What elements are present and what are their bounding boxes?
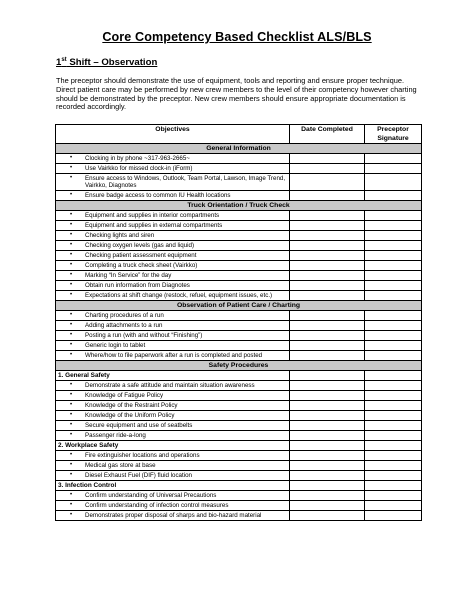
objective-cell	[56, 511, 290, 521]
bullet-icon: •	[70, 165, 73, 171]
table-row	[56, 341, 422, 351]
section-header-row	[56, 144, 422, 154]
objective-text: Medical gas store at base	[85, 461, 156, 469]
objective-text: Ensure access to Windows, Outlook, Team Portal, Lawson, Image Trend, Vairkko, Diagnotes	[85, 174, 286, 190]
competency-table	[55, 124, 422, 521]
objective-cell	[56, 461, 290, 471]
date-completed-cell[interactable]	[290, 211, 365, 221]
date-completed-cell[interactable]	[290, 164, 365, 174]
table-row	[56, 331, 422, 341]
bullet-icon: •	[70, 155, 73, 161]
preceptor-signature-header: Preceptor Signature	[365, 125, 422, 144]
date-completed-cell[interactable]	[290, 481, 365, 491]
objective-text: Where/how to file paperwork after a run is completed and posted	[85, 351, 263, 359]
table-row	[56, 351, 422, 361]
objective-text: Expectations at shift change (restock, refuel, equipment issues, etc.)	[85, 291, 273, 299]
objective-cell	[56, 411, 290, 421]
date-completed-cell[interactable]	[290, 391, 365, 401]
table-row	[56, 461, 422, 471]
date-completed-cell[interactable]	[290, 441, 365, 451]
bullet-icon: •	[70, 382, 73, 389]
preceptor-signature-cell[interactable]	[365, 291, 422, 301]
date-completed-cell[interactable]	[290, 241, 365, 251]
date-completed-cell[interactable]	[290, 174, 365, 191]
subtitle-ordinal: st	[61, 57, 67, 63]
objective-text: Ensure badge access to common IU Health locations	[85, 191, 231, 199]
intro-paragraph: The preceptor should demonstrate the use of equipment, tools and reporting and ensure proper technique. Direct patient care may be performed by new crew members to the level of their competency however charting should be demonstrated by the preceptor. New crew members should ensure appropriate documentation is recorded accordingly.	[56, 76, 417, 112]
date-completed-cell[interactable]	[290, 231, 365, 241]
preceptor-signature-cell[interactable]	[365, 191, 422, 201]
preceptor-signature-cell[interactable]	[365, 251, 422, 261]
table-row	[56, 281, 422, 291]
preceptor-signature-cell[interactable]	[365, 271, 422, 281]
date-completed-cell[interactable]	[290, 471, 365, 481]
preceptor-signature-cell[interactable]	[365, 321, 422, 331]
table-row	[56, 491, 422, 501]
objective-text: Secure equipment and use of seatbelts	[85, 421, 193, 429]
objective-text: Demonstrates proper disposal of sharps and bio-hazard material	[85, 511, 262, 519]
preceptor-signature-cell[interactable]	[365, 491, 422, 501]
preceptor-signature-cell[interactable]	[365, 371, 422, 381]
section-header-row	[56, 301, 422, 311]
objective-text: Use Vairkko for missed clock-in (iForm)	[85, 164, 193, 172]
bullet-icon: •	[70, 452, 73, 459]
bullet-icon: •	[70, 232, 73, 239]
preceptor-signature-cell[interactable]	[365, 331, 422, 341]
objective-cell	[56, 211, 290, 221]
objective-text: Adding attachments to a run	[85, 321, 163, 329]
table-row	[56, 451, 422, 461]
objective-cell	[56, 471, 290, 481]
section-title: Truck Orientation / Truck Check	[56, 201, 422, 211]
objective-cell	[56, 451, 290, 461]
date-completed-cell[interactable]	[290, 154, 365, 164]
bullet-icon: •	[70, 342, 73, 349]
preceptor-signature-cell[interactable]	[365, 431, 422, 441]
preceptor-signature-cell[interactable]	[365, 281, 422, 291]
objective-cell	[56, 164, 290, 174]
date-completed-cell[interactable]	[290, 371, 365, 381]
table-row	[56, 411, 422, 421]
preceptor-signature-cell[interactable]	[365, 154, 422, 164]
bullet-icon: •	[70, 312, 73, 319]
date-completed-cell[interactable]	[290, 431, 365, 441]
preceptor-signature-cell[interactable]	[365, 511, 422, 521]
bullet-icon: •	[70, 472, 73, 479]
objective-text: Checking oxygen levels (gas and liquid)	[85, 241, 195, 249]
subsection-title: 3. Infection Control	[56, 481, 290, 491]
objective-text: Checking patient assessment equipment	[85, 251, 197, 259]
preceptor-signature-cell[interactable]	[365, 311, 422, 321]
objective-text: Completing a truck check sheet (Vairkko)	[85, 261, 198, 269]
bullet-icon: •	[70, 392, 73, 399]
date-completed-cell[interactable]	[290, 221, 365, 231]
bullet-icon: •	[70, 222, 73, 229]
preceptor-signature-cell[interactable]	[365, 211, 422, 221]
date-completed-cell[interactable]	[290, 381, 365, 391]
preceptor-signature-cell[interactable]	[365, 501, 422, 511]
objective-cell	[56, 501, 290, 511]
preceptor-signature-cell[interactable]	[365, 241, 422, 251]
date-completed-cell[interactable]	[290, 461, 365, 471]
bullet-icon: •	[70, 272, 73, 279]
objective-cell	[56, 381, 290, 391]
objective-text: Demonstrate a safe attitude and maintain situation awareness	[85, 381, 255, 389]
objective-text: Confirm understanding of Universal Precautions	[85, 491, 217, 499]
date-completed-cell[interactable]	[290, 411, 365, 421]
table-row	[56, 511, 422, 521]
table-row	[56, 311, 422, 321]
objective-text: Knowledge of the Uniform Policy	[85, 411, 175, 419]
preceptor-signature-cell[interactable]	[365, 401, 422, 411]
objective-cell	[56, 261, 290, 271]
bullet-icon: •	[70, 292, 73, 299]
bullet-icon: •	[70, 332, 73, 339]
bullet-icon: •	[70, 252, 73, 259]
date-completed-cell[interactable]	[290, 321, 365, 331]
objective-cell	[56, 271, 290, 281]
table-row	[56, 164, 422, 174]
table-row	[56, 241, 422, 251]
objective-text: Equipment and supplies in external compartments	[85, 221, 223, 229]
date-completed-cell[interactable]	[290, 271, 365, 281]
objective-text: Passenger ride-a-long	[85, 431, 146, 439]
date-completed-cell[interactable]	[290, 261, 365, 271]
bullet-icon: •	[70, 422, 73, 429]
objective-text: Generic login to tablet	[85, 341, 146, 349]
bullet-icon: •	[70, 212, 73, 219]
date-completed-cell[interactable]	[290, 251, 365, 261]
date-completed-cell[interactable]	[290, 451, 365, 461]
table-row	[56, 191, 422, 201]
preceptor-signature-cell[interactable]	[365, 391, 422, 401]
objective-cell	[56, 231, 290, 241]
table-row	[56, 321, 422, 331]
table-row	[56, 231, 422, 241]
table-body	[56, 144, 422, 521]
section-title: Observation of Patient Care / Charting	[56, 301, 422, 311]
subsection-row	[56, 441, 422, 451]
objective-cell	[56, 281, 290, 291]
date-completed-cell[interactable]	[290, 491, 365, 501]
bullet-icon: •	[70, 512, 73, 519]
objective-text: Knowledge of the Restraint Policy	[85, 401, 178, 409]
objective-text: Checking lights and siren	[85, 231, 155, 239]
section-header-row	[56, 361, 422, 371]
date-completed-header: Date Completed	[290, 125, 365, 144]
table-row	[56, 501, 422, 511]
table-row	[56, 391, 422, 401]
bullet-icon: •	[70, 352, 73, 359]
objectives-header: Objectives	[56, 125, 290, 144]
objective-text: Equipment and supplies in interior compartments	[85, 211, 220, 219]
table-row	[56, 431, 422, 441]
table-row	[56, 271, 422, 281]
objective-cell	[56, 154, 290, 164]
shift-subtitle	[56, 57, 157, 68]
date-completed-cell[interactable]	[290, 351, 365, 361]
document-title: Core Competency Based Checklist ALS/BLS	[102, 30, 372, 44]
objective-cell	[56, 321, 290, 331]
preceptor-signature-cell[interactable]	[365, 174, 422, 191]
date-completed-cell[interactable]	[290, 281, 365, 291]
date-completed-cell[interactable]	[290, 311, 365, 321]
objective-text: Confirm understanding of infection control measures	[85, 501, 229, 509]
subtitle-number: 1	[56, 57, 62, 69]
table-row	[56, 174, 422, 191]
objective-cell	[56, 191, 290, 201]
table-header-row	[56, 125, 422, 144]
preceptor-signature-cell[interactable]	[365, 221, 422, 231]
section-header-row	[56, 201, 422, 211]
preceptor-signature-cell[interactable]	[365, 231, 422, 241]
objective-cell	[56, 351, 290, 361]
preceptor-signature-cell[interactable]	[365, 421, 422, 431]
table-row	[56, 421, 422, 431]
objective-text: Clocking in by phone ~317-963-2665~	[85, 154, 190, 162]
preceptor-signature-cell[interactable]	[365, 411, 422, 421]
preceptor-signature-cell[interactable]	[365, 164, 422, 174]
bullet-icon: •	[70, 402, 73, 409]
bullet-icon: •	[70, 282, 73, 289]
subtitle-text: Shift – Observation	[66, 57, 158, 69]
preceptor-signature-cell[interactable]	[365, 481, 422, 491]
subsection-row	[56, 481, 422, 491]
table-row	[56, 251, 422, 261]
preceptor-signature-cell[interactable]	[365, 341, 422, 351]
objective-cell	[56, 421, 290, 431]
bullet-icon: •	[70, 432, 73, 439]
date-completed-cell[interactable]	[290, 331, 365, 341]
objective-cell	[56, 391, 290, 401]
subsection-title: 2. Workplace Safety	[56, 441, 290, 451]
bullet-icon: •	[70, 322, 73, 329]
subsection-title: 1. General Safety	[56, 371, 290, 381]
objective-text: Fire extinguisher locations and operations	[85, 451, 200, 459]
preceptor-signature-cell[interactable]	[365, 261, 422, 271]
objective-text: Charting procedures of a run	[85, 311, 164, 319]
table-row	[56, 471, 422, 481]
bullet-icon: •	[70, 492, 73, 499]
date-completed-cell[interactable]	[290, 291, 365, 301]
objective-text: Obtain run information from Diagnotes	[85, 281, 190, 289]
table-row	[56, 211, 422, 221]
objective-text: Knowledge of Fatigue Policy	[85, 391, 164, 399]
objective-cell	[56, 341, 290, 351]
date-completed-cell[interactable]	[290, 511, 365, 521]
bullet-icon: •	[70, 192, 73, 199]
objective-cell	[56, 401, 290, 411]
section-title: General Information	[56, 144, 422, 154]
table-row	[56, 154, 422, 164]
preceptor-signature-cell[interactable]	[365, 381, 422, 391]
preceptor-signature-cell[interactable]	[365, 461, 422, 471]
table-row	[56, 261, 422, 271]
date-completed-cell[interactable]	[290, 501, 365, 511]
preceptor-signature-cell[interactable]	[365, 351, 422, 361]
objective-cell	[56, 431, 290, 441]
date-completed-cell[interactable]	[290, 191, 365, 201]
bullet-icon: •	[70, 412, 73, 419]
table-row	[56, 401, 422, 411]
objective-text: Marking “In Service” for the day	[85, 271, 172, 279]
objective-text: Posting a run (with and without “Finishing”)	[85, 331, 203, 339]
bullet-icon: •	[70, 242, 73, 249]
objective-cell	[56, 331, 290, 341]
table-row	[56, 381, 422, 391]
bullet-icon: •	[70, 262, 73, 269]
objective-cell	[56, 174, 290, 191]
bullet-icon: •	[70, 462, 73, 469]
section-title: Safety Procedures	[56, 361, 422, 371]
objective-cell	[56, 251, 290, 261]
objective-cell	[56, 221, 290, 231]
date-completed-cell[interactable]	[290, 421, 365, 431]
objective-cell	[56, 241, 290, 251]
objective-cell	[56, 291, 290, 301]
preceptor-signature-cell[interactable]	[365, 471, 422, 481]
preceptor-signature-cell[interactable]	[365, 441, 422, 451]
preceptor-signature-cell[interactable]	[365, 451, 422, 461]
subsection-row	[56, 371, 422, 381]
objective-cell	[56, 311, 290, 321]
bullet-icon: •	[70, 502, 73, 509]
table-row	[56, 221, 422, 231]
date-completed-cell[interactable]	[290, 401, 365, 411]
bullet-icon: •	[70, 175, 73, 181]
table-row	[56, 291, 422, 301]
objective-cell	[56, 491, 290, 501]
objective-text: Diesel Exhaust Fuel (DIF) fluid location	[85, 471, 192, 479]
date-completed-cell[interactable]	[290, 341, 365, 351]
